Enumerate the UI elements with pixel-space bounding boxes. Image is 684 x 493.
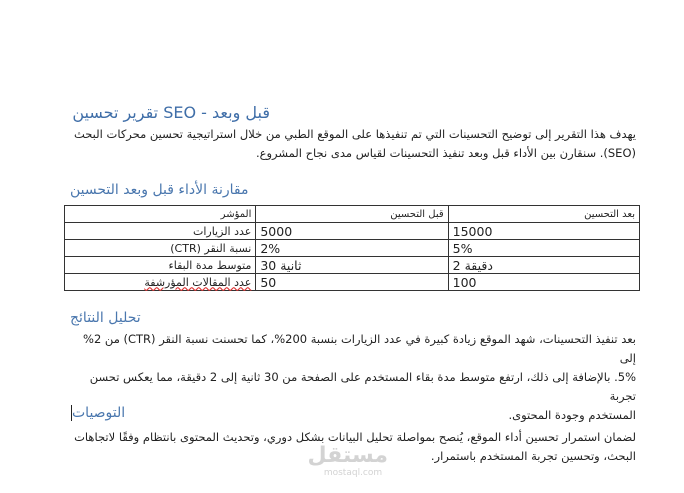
analysis-line-1: بعد تنفيذ التحسينات، شهد الموقع زيادة كبيرة في عدد الزيارات بنسبة 200%، كما تحسنت نسبة النقر (CTR) من 2% إلى [83, 332, 636, 365]
row-after-value: 15000 [448, 223, 639, 240]
intro-paragraph [64, 125, 636, 163]
table-row [65, 223, 640, 240]
row-before-value: 2% [256, 240, 448, 257]
row-after-value: 100 [448, 274, 639, 291]
mostaql-watermark [307, 443, 388, 478]
table-row [65, 274, 640, 291]
recommendations-heading: التوصيات [72, 405, 126, 421]
row-after-value: 5% [448, 240, 639, 257]
analysis-paragraph [64, 330, 636, 425]
intro-line-1: يهدف هذا التقرير إلى توضيح التحسينات التي تم تنفيذها على الموقع الطبي من خلال استراتيجية تحسين محركات البحث [73, 127, 636, 141]
recommendations-heading-wrap [70, 405, 125, 421]
header-before: قبل التحسين [256, 206, 448, 223]
watermark-url: mostaql.com [323, 468, 383, 478]
row-after-value: 2 دقيقة [448, 257, 639, 274]
row-indicator: نسبة النقر (CTR) [65, 240, 256, 257]
watermark-logo: مستقل [307, 443, 388, 468]
analysis-line-3: المستخدم وجودة المحتوى. [508, 408, 636, 422]
table-row [65, 257, 640, 274]
report-title: قبل وبعد - SEO تقرير تحسين [72, 103, 270, 122]
recommendations-line-2: البحث، وتحسين تجربة المستخدم باستمرار. [430, 449, 636, 463]
row-before-value: 5000 [256, 223, 448, 240]
header-after: بعد التحسين [448, 206, 639, 223]
row-indicator: متوسط مدة البقاء [65, 257, 256, 274]
recommendations-line-1: لضمان استمرار تحسين أداء الموقع، يُنصح بمواصلة تحليل البيانات بشكل دوري، وتحديث المحتوى بانتظام وفقًا لاتجاهات [74, 430, 636, 444]
analysis-line-2: 5%. بالإضافة إلى ذلك، ارتفع متوسط مدة بقاء المستخدم على الصفحة من 30 ثانية إلى 2 دقيقة، مما يعكس تحسن تجربة [89, 370, 636, 403]
comparison-table [64, 205, 640, 291]
row-before-value: 50 [256, 274, 448, 291]
analysis-heading: تحليل النتائج [70, 310, 141, 326]
row-indicator: عدد الزيارات [65, 223, 256, 240]
row-before-value: 30 ثانية [256, 257, 448, 274]
row-indicator: عدد المقالات المؤرشفة [65, 274, 256, 291]
table-header-row [65, 206, 640, 223]
intro-line-2: (SEO). سنقارن بين الأداء قبل وبعد تنفيذ التحسينات لقياس مدى نجاح المشروع. [255, 146, 636, 160]
header-indicator: المؤشر [65, 206, 256, 223]
comparison-heading: مقارنة الأداء قبل وبعد التحسين [70, 182, 249, 198]
table-row [65, 240, 640, 257]
